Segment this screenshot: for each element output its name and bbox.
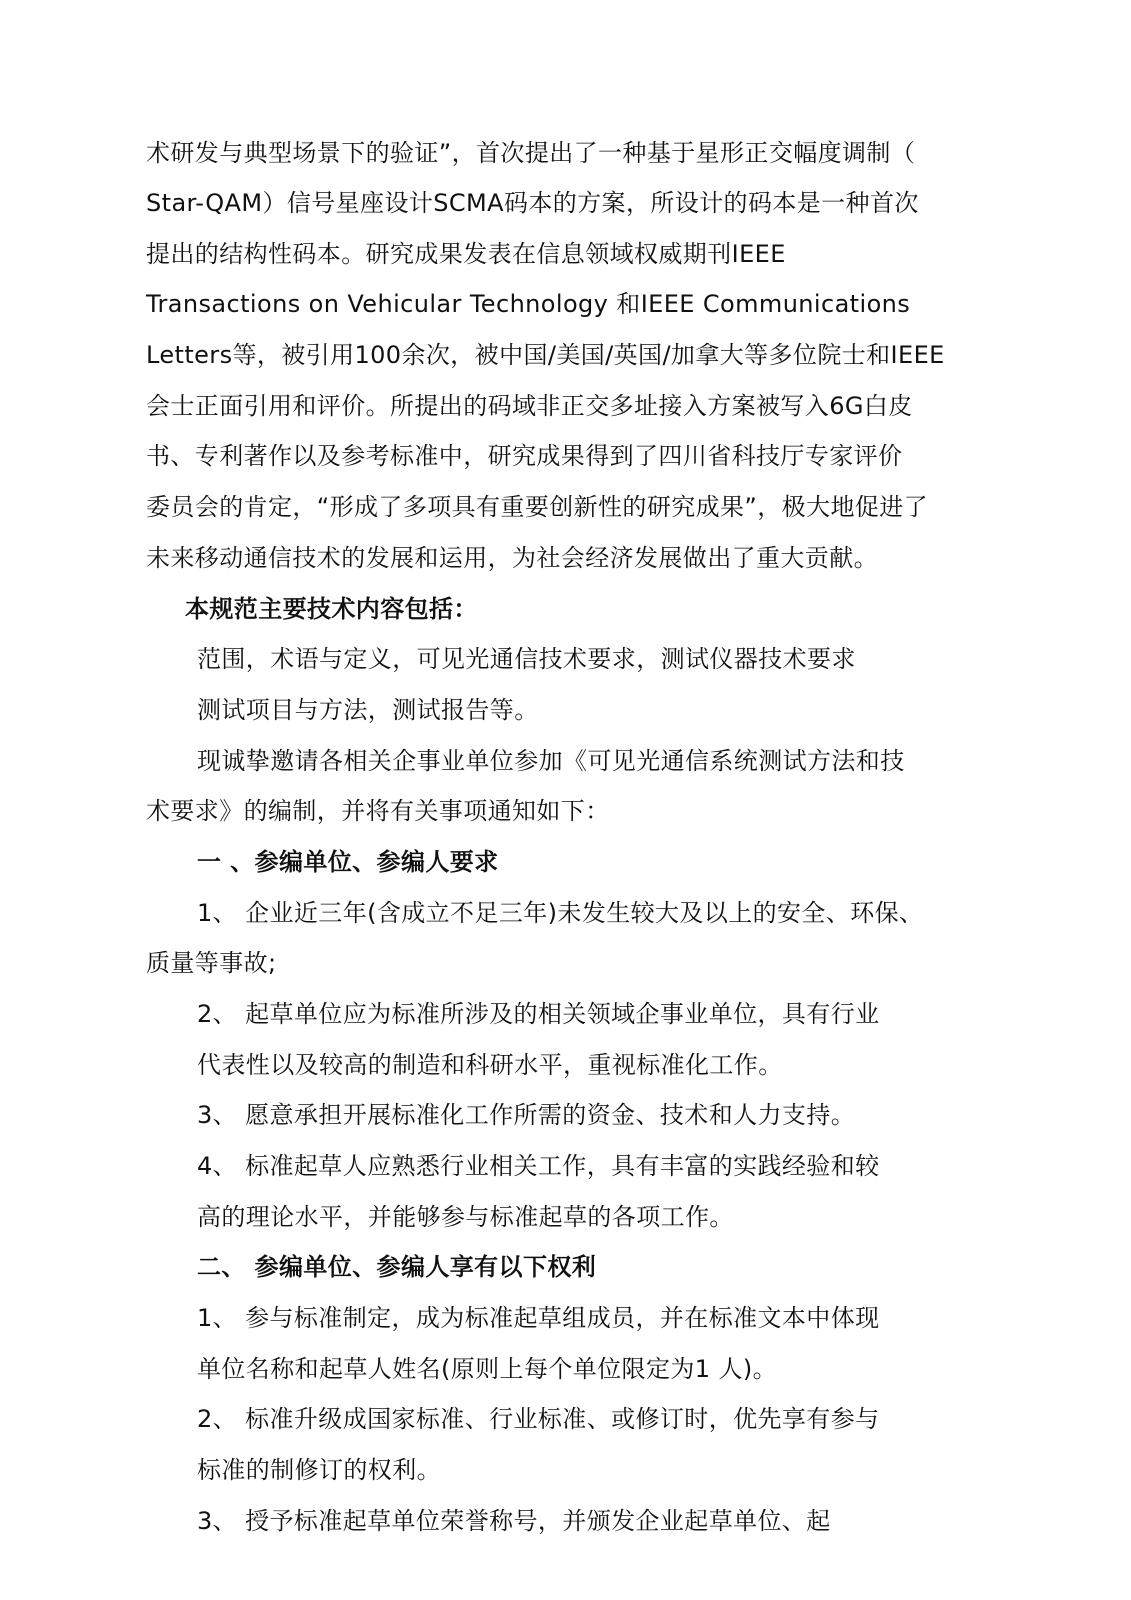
body-text-line: Letters等，被引用100余次，被中国/美国/英国/加拿大等多位院士和IEEE <box>146 341 945 369</box>
section-heading-1: 一 、参编单位、参编人要求 <box>197 848 499 876</box>
list-item: 代表性以及较高的制造和科研水平，重视标准化工作。 <box>197 1051 783 1079</box>
scope-line: 测试项目与方法，测试报告等。 <box>197 696 539 724</box>
body-text-line: 术研发与典型场景下的验证”，首次提出了一种基于星形正交幅度调制（ <box>146 139 916 167</box>
scope-heading: 本规范主要技术内容包括： <box>185 595 478 623</box>
list-item: 3、 授予标准起草单位荣誉称号，并颁发企业起草单位、起 <box>197 1507 831 1535</box>
body-text-line: 委员会的肯定，“形成了多项具有重要创新性的研究成果”，极大地促进了 <box>146 493 929 521</box>
body-text-line: 未来移动通信技术的发展和运用，为社会经济发展做出了重大贡献。 <box>146 544 878 572</box>
invite-line: 术要求》的编制，并将有关事项通知如下： <box>146 797 610 825</box>
body-text-line: 提出的结构性码本。研究成果发表在信息领域权威期刊IEEE <box>146 240 786 268</box>
body-text-line: 会士正面引用和评价。所提出的码域非正交多址接入方案被写入6G白皮 <box>146 392 913 420</box>
list-item: 质量等事故; <box>146 949 277 977</box>
list-item: 1、 企业近三年(含成立不足三年)未发生较大及以上的安全、环保、 <box>197 899 924 927</box>
scope-line: 范围，术语与定义，可见光通信技术要求，测试仪器技术要求 <box>197 645 856 673</box>
list-item: 3、 愿意承担开展标准化工作所需的资金、技术和人力支持。 <box>197 1101 856 1129</box>
list-item: 4、 标准起草人应熟悉行业相关工作，具有丰富的实践经验和较 <box>197 1152 880 1180</box>
list-item: 2、 起草单位应为标准所涉及的相关领域企事业单位，具有行业 <box>197 1000 880 1028</box>
body-text-line: Transactions on Vehicular Technology 和IEEE Communications <box>146 290 911 318</box>
list-item: 单位名称和起草人姓名(原则上每个单位限定为1 人)。 <box>197 1355 778 1383</box>
body-text-line: 书、专利著作以及参考标准中，研究成果得到了四川省科技厅专家评价 <box>146 442 903 470</box>
list-item: 2、 标准升级成国家标准、行业标准、或修订时，优先享有参与 <box>197 1405 880 1433</box>
list-item: 高的理论水平，并能够参与标准起草的各项工作。 <box>197 1203 734 1231</box>
list-item: 1、 参与标准制定，成为标准起草组成员，并在标准文本中体现 <box>197 1304 880 1332</box>
section-heading-2: 二、 参编单位、参编人享有以下权利 <box>197 1253 597 1281</box>
invite-line: 现诚挚邀请各相关企事业单位参加《可见光通信系统测试方法和技 <box>197 747 905 775</box>
list-item: 标准的制修订的权利。 <box>197 1456 441 1484</box>
body-text-line: Star-QAM）信号星座设计SCMA码本的方案，所设计的码本是一种首次 <box>146 189 919 217</box>
